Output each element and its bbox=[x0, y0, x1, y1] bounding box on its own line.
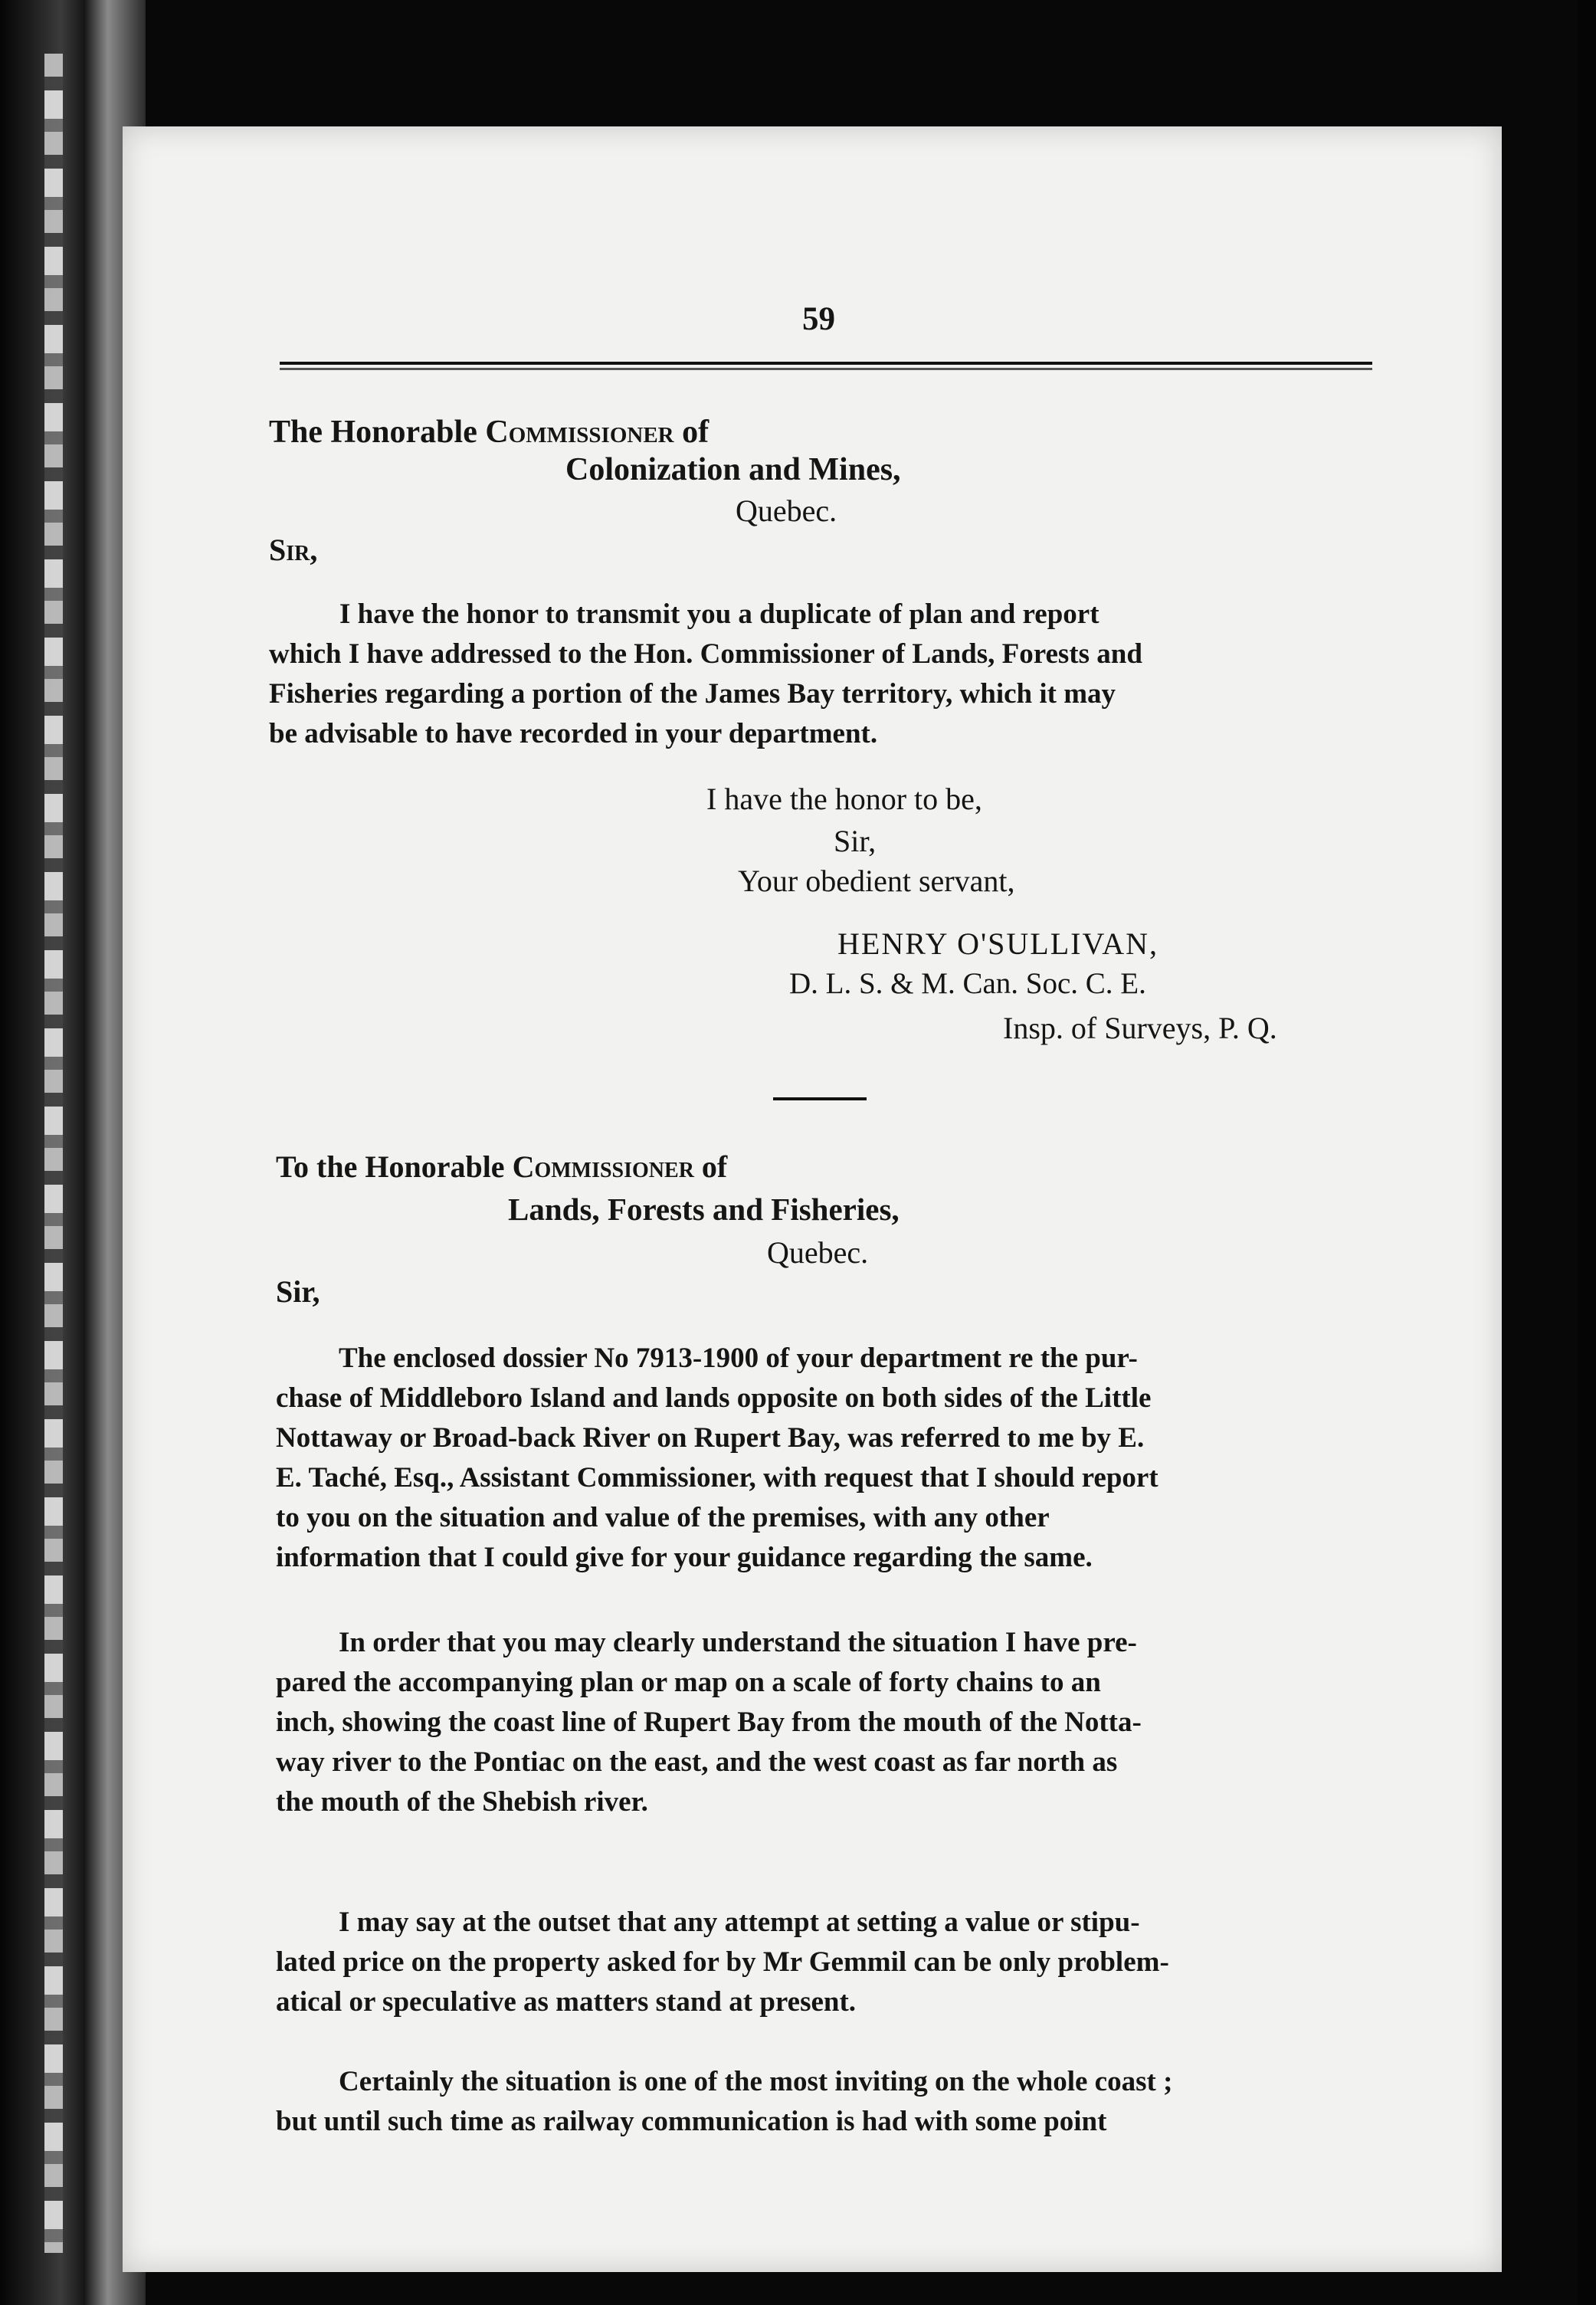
closing-line: Your obedient servant, bbox=[738, 864, 1015, 898]
second-city: Quebec. bbox=[767, 1235, 869, 1270]
second-letter-paragraph bbox=[276, 2062, 1496, 2142]
paragraph-line: the mouth of the Shebish river. bbox=[276, 1786, 648, 1818]
first-addressee-prefix: The Honorable bbox=[269, 415, 486, 450]
top-rule-shadow bbox=[280, 368, 1372, 370]
first-addressee-title: Commissioner bbox=[485, 415, 674, 450]
second-letter-paragraph bbox=[276, 1339, 1496, 1578]
binding-edge bbox=[44, 54, 63, 2253]
paragraph-line: but until such time as railway communication is had with some point bbox=[276, 2106, 1107, 2137]
paragraph-line: lated price on the property asked for by Mr Gemmil can be only problem- bbox=[276, 1946, 1169, 1978]
second-addressee-suffix: of bbox=[693, 1149, 728, 1184]
first-body-line: I have the honor to transmit you a duplicate of plan and report bbox=[339, 598, 1100, 630]
right-scan-border bbox=[1578, 0, 1596, 2305]
document-page bbox=[123, 126, 1502, 2272]
paragraph-line: I may say at the outset that any attempt at setting a value or stipu- bbox=[339, 1907, 1140, 1938]
signature-name: HENRY O'SULLIVAN, bbox=[837, 926, 1158, 961]
closing-line: Sir, bbox=[834, 824, 877, 858]
first-department-line: Colonization and Mines, bbox=[565, 452, 901, 487]
paragraph-line: way river to the Pontiac on the east, and the west coast as far north as bbox=[276, 1746, 1118, 1778]
paragraph-line: The enclosed dossier No 7913-1900 of your department re the pur- bbox=[339, 1343, 1138, 1374]
paragraph-line: to you on the situation and value of the premises, with any other bbox=[276, 1502, 1050, 1533]
first-city: Quebec. bbox=[736, 493, 837, 528]
paragraph-line: chase of Middleboro Island and lands opposite on both sides of the Little bbox=[276, 1382, 1152, 1414]
paragraph-line: In order that you may clearly understand the situation I have pre- bbox=[339, 1627, 1137, 1658]
paragraph-line: inch, showing the coast line of Rupert Bay from the mouth of the Notta- bbox=[276, 1707, 1142, 1738]
paragraph-line: Certainly the situation is one of the most inviting on the whole coast ; bbox=[339, 2066, 1173, 2097]
second-salutation: Sir, bbox=[276, 1274, 320, 1309]
first-addressee bbox=[269, 416, 709, 448]
paragraph-line: E. Taché, Esq., Assistant Commissioner, with request that I should report bbox=[276, 1462, 1158, 1493]
paragraph-line: atical or speculative as matters stand at present. bbox=[276, 1986, 857, 2018]
second-addressee-title: Commissioner bbox=[512, 1149, 694, 1184]
signature-credentials: D. L. S. & M. Can. Soc. C. E. bbox=[789, 967, 1146, 1000]
letter-divider bbox=[773, 1097, 867, 1100]
page-number: 59 bbox=[802, 301, 835, 337]
paragraph-line: pared the accompanying plan or map on a scale of forty chains to an bbox=[276, 1667, 1101, 1698]
paragraph-line: Nottaway or Broad-back River on Rupert Bay, was referred to me by E. bbox=[276, 1422, 1145, 1454]
first-letter-body bbox=[269, 595, 1495, 754]
second-letter-paragraph bbox=[276, 1903, 1496, 2022]
second-addressee-prefix: To the Honorable bbox=[276, 1149, 513, 1184]
first-salutation: Sir, bbox=[269, 533, 318, 567]
first-addressee-suffix: of bbox=[673, 415, 710, 450]
first-body-line: which I have addressed to the Hon. Commissioner of Lands, Forests and bbox=[269, 638, 1142, 670]
second-department-line: Lands, Forests and Fisheries, bbox=[508, 1192, 900, 1227]
first-body-line: be advisable to have recorded in your department. bbox=[269, 718, 878, 749]
top-rule bbox=[280, 362, 1372, 365]
second-letter-paragraph bbox=[276, 1623, 1496, 1822]
closing-line: I have the honor to be, bbox=[706, 782, 982, 816]
first-body-line: Fisheries regarding a portion of the James Bay territory, which it may bbox=[269, 678, 1116, 710]
paragraph-line: information that I could give for your guidance regarding the same. bbox=[276, 1542, 1093, 1573]
second-addressee bbox=[276, 1149, 728, 1184]
signature-role: Insp. of Surveys, P. Q. bbox=[1003, 1011, 1277, 1045]
